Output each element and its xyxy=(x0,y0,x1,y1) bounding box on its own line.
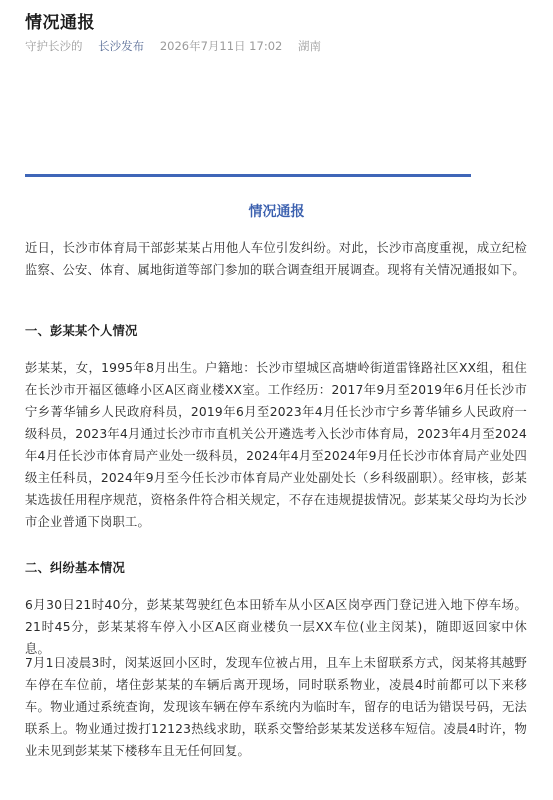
section2-paragraph-1: 6月30日21时40分，彭某某驾驶红色本田轿车从小区A区岗亭西门登记进入地下停车场。21时45分，彭某某将车停入小区A区商业楼负一层XX车位(业主闵某)，随即返回家中休息。 xyxy=(25,598,527,656)
section2-paragraph-2: 7月1日凌晨3时，闵某返回小区时，发现车位被占用，且车上未留联系方式，闵某将其越野车停在车位前，堵住彭某某的车辆后离开现场，同时联系物业，凌晨4时前都可以下来移车。物业通过系统查询，发现该车辆在停车系统内为临时车，留存的电话为错误号码，无法联系上。物业通过拨打12123热线求助，联系交警给彭某某发送移车短信。凌晨4时许，物业未见到彭某某下楼移车且无任何回复。 xyxy=(25,656,527,758)
intro-paragraph: 近日，长沙市体育局干部彭某某占用他人车位引发纠纷。对此，长沙市高度重视，成立纪检监察、公安、体育、属地街道等部门参加的联合调查组开展调查。现将有关情况通报如下。 xyxy=(25,241,527,277)
section1-heading: 一、彭某某个人情况 xyxy=(25,324,138,338)
section2-heading: 二、纠纷基本情况 xyxy=(25,561,125,575)
source-link[interactable]: 长沙发布 xyxy=(98,39,145,53)
article-title: 情况通报 xyxy=(25,13,95,33)
divider-bar xyxy=(25,174,471,177)
article-meta xyxy=(25,38,333,54)
publish-location: 湖南 xyxy=(297,39,321,53)
section1-body: 彭某某，女，1995年8月出生。户籍地：长沙市望城区高塘岭街道雷锋路社区XX组，租住在长沙市开福区德峰小区A区商业楼XX室。工作经历：2017年9月至2019年6月任长沙市宁乡菁华铺乡人民政府科员，2019年6月至2023年4月任长沙市宁乡菁华铺乡人民政府一级科员，2023年4月通过长沙市市直机关公开遴选考入长沙市体育局，2023年4月至2024年4月任长沙市体育局产业处一级科员，2024年4月至2024年9月任长沙市体育局产业处四级主任科员，2024年9月至今任长沙市体育局产业处副处长（乡科级副职）。经审核，彭某某选拔任用程序规范，资格条件符合相关规定，不存在违规提拔情况。彭某某父母均为长沙市企业普通下岗职工。 xyxy=(25,361,527,529)
report-header: 情况通报 xyxy=(248,204,305,220)
publish-datetime: 2026年7月11日 17:02 xyxy=(159,39,283,53)
account-name: 守护长沙的 xyxy=(25,39,83,53)
